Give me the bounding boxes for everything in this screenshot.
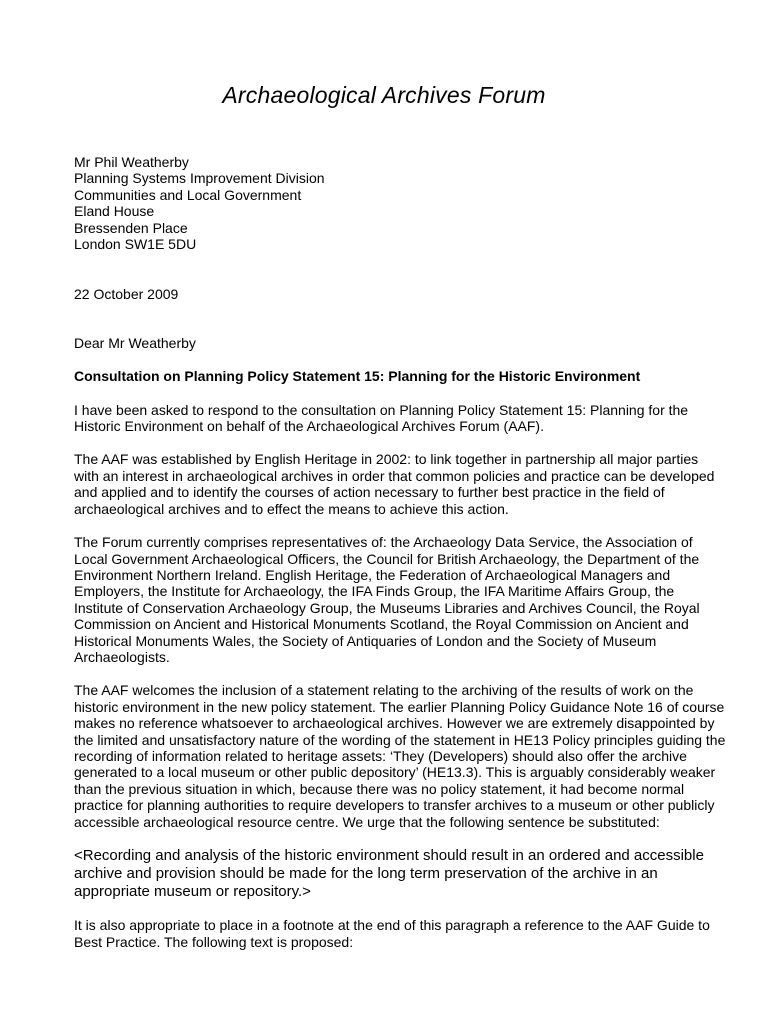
recipient-address — [74, 154, 726, 252]
letter-body — [74, 154, 726, 950]
address-line: Communities and Local Government — [74, 186, 302, 203]
paragraph: The Forum currently comprises representatives of: the Archaeology Data Service, the Association of Local Government Archaeological Officers, the Council for British Archaeology, the Department of the Environment Northern Ireland. English Heritage, the Federation of Archaeological Managers and Employers, the Institute for Archaeology, the IFA Finds Group, the IFA Maritime Affairs Group, the Institute of Conservation Archaeology Group, the Museums Libraries and Archives Council, the Royal Commission on Ancient and Historical Monuments Scotland, the Royal Commission on Ancient and Historical Monuments Wales, the Society of Antiquaries of London and the Society of Museum Archaeologists. — [74, 534, 700, 665]
paragraph: The AAF was established by English Heritage in 2002: to link together in partnership all major parties with an interest in archaeological archives in order that common policies and practice can be developed and applied and to identify the courses of action necessary to further best practice in the field of archaeological archives and to effect the means to achieve this action. — [74, 451, 715, 517]
subject-line: Consultation on Planning Policy Statement 15: Planning for the Historic Environment — [74, 368, 641, 385]
paragraph: The AAF welcomes the inclusion of a statement relating to the archiving of the results of work on the historic environment in the new policy statement. The earlier Planning Policy Guidance Note 16 of course makes no reference whatsoever to archaeological archives. However we are extremely disappointed by the limited and unsatisfactory nature of the wording of the statement in HE13 Policy principles guiding the recording of information related to heritage assets: ‘They (Developers) should also offer the archive generated to a local museum or other public depository’ (HE13.3). This is arguably considerably weaker than the previous situation in which, because there was no policy statement, it had become normal practice for planning authorities to require developers to transfer archives to a museum or other publicly accessible archaeological resource centre. We urge that the following sentence be substituted: — [74, 682, 726, 830]
proposed-sentence-quote: <Recording and analysis of the historic environment should result in an ordered and accessible archive and provision should be made for the long term preservation of the archive in an appropriate museum or repository.> — [74, 847, 704, 900]
salutation: Dear Mr Weatherby — [74, 334, 196, 351]
paragraph: I have been asked to respond to the consultation on Planning Policy Statement 15: Planning for the Historic Environment on behalf of the Archaeological Archives Forum (AAF). — [74, 401, 689, 435]
address-line: Bressenden Place — [74, 219, 188, 236]
address-line: London SW1E 5DU — [74, 236, 197, 253]
address-line: Eland House — [74, 203, 155, 220]
document-title: Archaeological Archives Forum — [222, 82, 546, 108]
closing-paragraph: It is also appropriate to place in a footnote at the end of this paragraph a reference to the AAF Guide to Best Practice. The following text is proposed: — [74, 917, 710, 950]
address-line: Mr Phil Weatherby — [74, 154, 189, 170]
address-line: Planning Systems Improvement Division — [74, 170, 325, 187]
letter-date: 22 October 2009 — [74, 286, 179, 303]
